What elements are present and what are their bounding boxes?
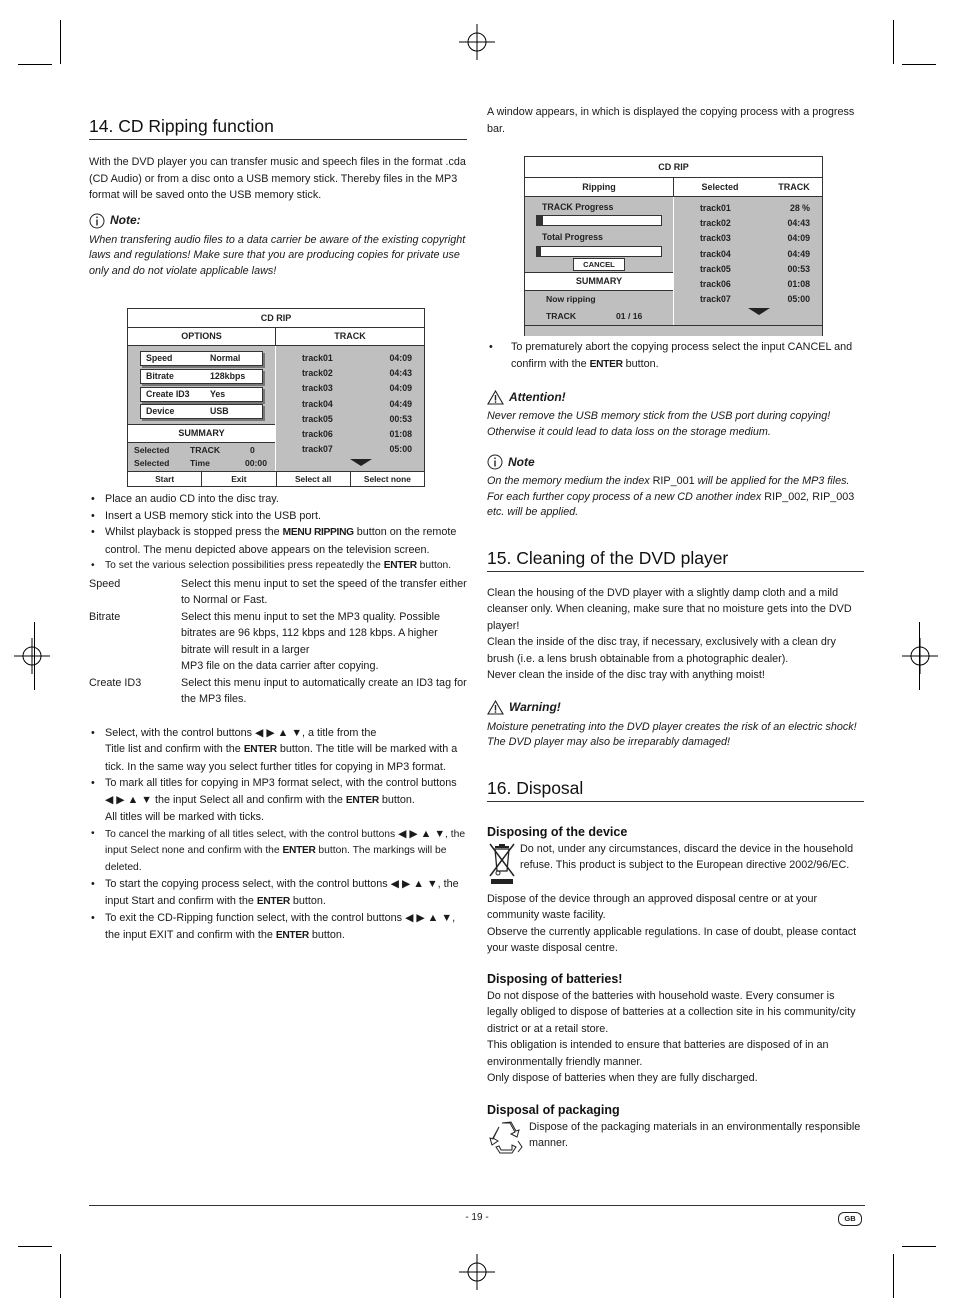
warning-triangle-icon — [487, 390, 504, 405]
crop-mark — [902, 1246, 936, 1247]
cd-rip-progress-screen — [524, 156, 823, 336]
list-item: • To set the various selection possibilities press repeatedly the ENTER button. — [89, 558, 467, 575]
track-header: TRACK — [334, 331, 366, 341]
scroll-down-icon[interactable] — [350, 459, 372, 466]
track-count-row: TRACK 01 / 16 — [546, 311, 643, 321]
warning-heading — [487, 699, 864, 717]
definition-row: Speed Select this menu input to set the speed of the transfer either to Normal or Fast. — [89, 577, 467, 606]
track-row: track02 04:43 — [700, 218, 810, 229]
list-item: • Insert a USB memory stick into the USB port. — [89, 508, 467, 525]
attention-label: Attention! — [509, 389, 566, 404]
screen-button-row — [128, 471, 424, 486]
section-title-cleaning: 15. Cleaning of the DVD player — [487, 547, 864, 572]
cancel-button[interactable]: CANCEL — [573, 258, 625, 271]
intro-paragraph: With the DVD player you can transfer music and speech files in the format .cda (CD Audio) or from a disc onto a USB memory stick. Thereby files in the MP3 format will be saved onto the USB memory stick. — [89, 156, 466, 201]
track-list — [302, 351, 412, 457]
batteries-paragraph: This obligation is intended to ensure that batteries are disposed of in an environmentally friendly manner. — [487, 1039, 829, 1068]
track-row: track07 05:00 — [700, 294, 810, 305]
option-speed[interactable]: Speed Normal — [140, 351, 263, 366]
batteries-paragraph: Only dispose of batteries when they are fully discharged. — [487, 1072, 758, 1084]
batteries-paragraph: Do not dispose of the batteries with household waste. Every consumer is legally obliged to dispose of batteries at a collection site in his community/city district or at a retail store. — [487, 989, 856, 1035]
crop-mark — [902, 64, 936, 65]
attention-text: Never remove the USB memory stick from the USB port during copying! Otherwise it could lead to data loss on the storage medium. — [487, 410, 831, 438]
crop-mark — [34, 622, 35, 690]
crop-mark — [60, 20, 61, 64]
warning-text: Moisture penetrating into the DVD player creates the risk of an electric shock! The DVD player may also be irreparably damaged! — [487, 720, 857, 748]
cleaning-paragraph: Clean the housing of the DVD player with a slightly damp cloth and a mild cleanser only. When cleaning, make sure that no moisture gets into the DVD player! — [487, 586, 852, 632]
registration-mark-icon — [902, 638, 938, 674]
cleaning-paragraph: Never clean the inside of the disc tray with anything moist! — [487, 669, 765, 681]
crop-mark — [893, 20, 894, 64]
track-row: track03 04:09 — [700, 233, 810, 244]
track-header: TRACK — [778, 182, 810, 192]
track-progress-bar — [536, 215, 662, 226]
summary-row: Selected TRACK 0 — [134, 445, 255, 455]
registration-mark-icon — [459, 24, 495, 60]
device-paragraph: Observe the currently applicable regulations. In case of doubt, please contact your waste disposal centre. — [487, 925, 857, 954]
screen-footer-bar — [525, 325, 822, 336]
track-row[interactable]: track01 04:09 — [302, 353, 412, 363]
selection-steps-list — [89, 725, 467, 945]
options-header: OPTIONS — [128, 328, 276, 345]
warning-triangle-icon — [487, 700, 504, 715]
track-row[interactable]: track07 05:00 — [302, 444, 412, 455]
crossed-bin-icon — [487, 841, 517, 885]
list-item: • To prematurely abort the copying process select the input CANCEL and confirm with the ENTER button. — [487, 339, 864, 373]
list-item: • To start the copying process select, with the control buttons ◀ ▶ ▲ ▼, the input Start and confirm with the ENTER button. — [89, 876, 467, 910]
total-progress-bar — [536, 246, 662, 257]
info-icon — [89, 213, 105, 229]
ripping-header: Ripping — [525, 178, 674, 196]
packaging-block — [487, 1119, 864, 1155]
start-button[interactable]: Start — [128, 472, 202, 486]
subheading-device: Disposing of the device — [487, 824, 628, 839]
right-column-body — [487, 339, 864, 1155]
option-device[interactable]: Device USB — [140, 404, 263, 419]
option-definitions — [89, 576, 467, 708]
screen-title: CD RIP — [525, 157, 822, 178]
left-column — [89, 115, 467, 279]
selected-header: Selected — [701, 182, 739, 192]
total-progress-label: Total Progress — [542, 232, 603, 242]
registration-mark-icon — [14, 638, 50, 674]
info-icon — [487, 454, 503, 470]
track-row[interactable]: track06 01:08 — [302, 429, 412, 440]
subheading-batteries: Disposing of batteries! — [487, 971, 623, 986]
exit-button[interactable]: Exit — [202, 472, 276, 486]
crop-mark — [893, 1254, 894, 1298]
note-label: Note — [508, 454, 535, 469]
summary-panel — [128, 443, 275, 471]
language-badge: GB — [838, 1212, 862, 1226]
track-row[interactable]: track02 04:43 — [302, 368, 412, 379]
section-title-cd-ripping: 14. CD Ripping function — [89, 115, 467, 140]
recycling-icon — [487, 1119, 525, 1155]
setup-steps-list — [89, 491, 467, 575]
attention-heading — [487, 388, 864, 406]
note-text: On the memory medium the index RIP_001 will be applied for the MP3 files. For each further copy process of a new CD another index RIP_002, RIP_003 etc. will be applied. — [487, 475, 855, 518]
screen-header-row — [525, 178, 822, 197]
device-paragraph: Do not, under any circumstances, discard the device in the household refuse. This product is subject to the European directive 2002/96/EC. — [520, 842, 854, 871]
list-item: • Whilst playback is stopped press the MENU RIPPING button on the remote control. The menu depicted above appears on the television screen. — [89, 524, 467, 558]
packaging-paragraph: Dispose of the packaging materials in an environmentally responsible manner. — [529, 1120, 861, 1149]
track-progress-label: TRACK Progress — [542, 202, 614, 212]
option-bitrate[interactable]: Bitrate 128kbps — [140, 369, 263, 384]
select-none-button[interactable]: Select none — [363, 474, 411, 484]
right-column-top — [487, 104, 864, 137]
select-all-button[interactable]: Select all — [277, 472, 351, 486]
footer-rule — [89, 1205, 865, 1206]
crop-mark — [60, 1254, 61, 1298]
crop-mark — [18, 64, 52, 65]
list-item: • To cancel the marking of all titles select, with the control buttons ◀ ▶ ▲ ▼, the input Select none and confirm with the ENTER button. The markings will be deleted. — [89, 826, 467, 877]
screen-title: CD RIP — [128, 309, 424, 328]
list-item: • Place an audio CD into the disc tray. — [89, 491, 467, 508]
cleaning-paragraph: Clean the inside of the disc tray, if necessary, exclusively with a clean dry brush (i.e. a lens brush obtainable from a photographic dealer). — [487, 636, 836, 665]
device-paragraph: Dispose of the device through an approved disposal centre or at your community waste facility. — [487, 892, 818, 921]
device-disposal-block — [487, 841, 864, 885]
section-title-disposal: 16. Disposal — [487, 777, 864, 802]
list-item: • Select, with the control buttons ◀ ▶ ▲ ▼, a title from the Title list and confirm with the ENTER button. The title will be marked with a tick. In the same way you select further titles for copying in MP3 format. — [89, 725, 467, 776]
scroll-down-icon[interactable] — [748, 308, 770, 315]
note-heading — [487, 453, 864, 471]
crop-mark — [18, 1246, 52, 1247]
registration-mark-icon — [459, 1254, 495, 1290]
track-status-list — [700, 201, 810, 307]
track-row[interactable]: track05 00:53 — [302, 413, 412, 424]
definition-row: Create ID3 Select this menu input to automatically create an ID3 tag for the MP3 files. — [89, 676, 467, 705]
track-row[interactable]: track04 04:49 — [302, 398, 412, 409]
abort-steps-list — [487, 339, 864, 373]
note-label: Note: — [110, 213, 141, 228]
note-text: When transfering audio files to a data carrier be aware of the existing copyright laws and regulations! Make sure that you are producing copies for private use only and do not violate applicable laws! — [89, 233, 466, 277]
track-row[interactable]: track03 04:09 — [302, 383, 412, 394]
note-heading — [89, 212, 467, 230]
summary-panel — [525, 291, 673, 325]
track-row: track06 01:08 — [700, 279, 810, 290]
track-row: track05 00:53 — [700, 263, 810, 274]
now-ripping-label: Now ripping — [546, 294, 596, 304]
subheading-packaging: Disposal of packaging — [487, 1102, 620, 1117]
left-column-instructions — [89, 491, 467, 944]
warning-label: Warning! — [509, 700, 561, 715]
screen-header-row — [128, 328, 424, 346]
summary-row: Selected Time 00:00 — [134, 458, 267, 468]
progress-intro: A window appears, in which is displayed the copying process with a progress bar. — [487, 106, 855, 135]
page-number: - 19 - — [465, 1212, 489, 1223]
track-row: track01 28 % — [700, 203, 810, 213]
definition-row: Bitrate Select this menu input to set the MP3 quality. Possible bitrates are 96 kbps, 112 kbps and 128 kbps. A higher bitrate will result in a larger MP3 file on the data carrier after copying. — [89, 610, 441, 672]
list-item: • To mark all titles for copying in MP3 format select, with the control buttons ◀ ▶ ▲ ▼ the input Select all and confirm with the ENTER button. All titles will be marked with ticks. — [89, 775, 467, 826]
option-create-id3[interactable]: Create ID3 Yes — [140, 387, 263, 402]
summary-label: SUMMARY — [525, 272, 673, 291]
list-item: • To exit the CD-Ripping function select, with the control buttons ◀ ▶ ▲ ▼, the input EXIT and confirm with the ENTER button. — [89, 910, 467, 944]
track-row: track04 04:49 — [700, 248, 810, 259]
cd-rip-options-screen — [127, 308, 425, 487]
summary-label: SUMMARY — [128, 424, 275, 443]
crop-mark — [919, 622, 920, 690]
